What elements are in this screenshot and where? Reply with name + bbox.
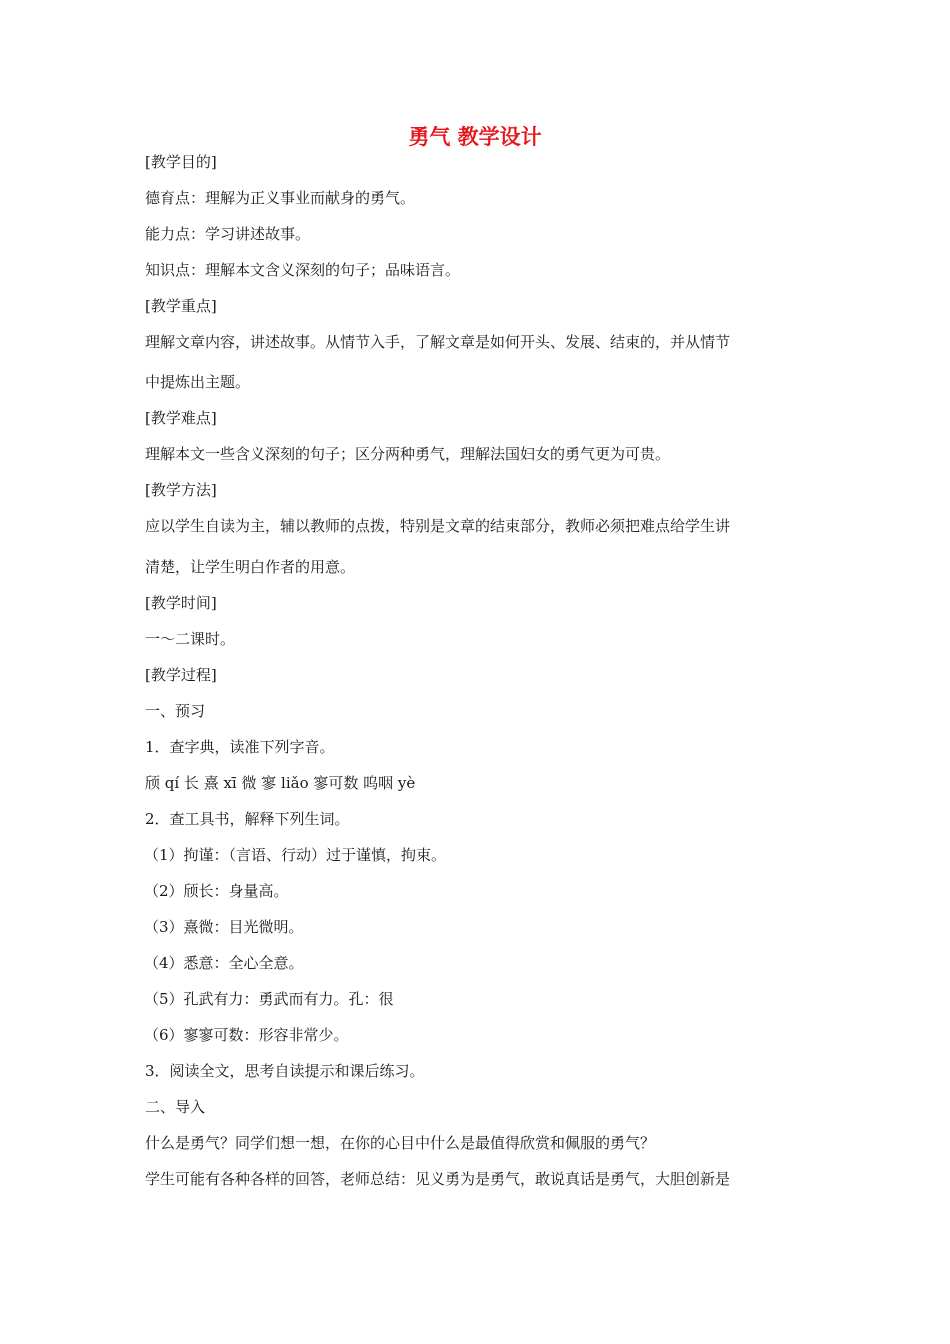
intro-heading: 二、导入 [145,1098,206,1116]
vocab-item: （3）熹微：目光微明。 [144,918,304,936]
vocab-item: （2）颀长：身量高。 [144,882,289,900]
moral-point: 德育点：理解为正义事业而献身的勇气。 [145,189,416,207]
intro-answer: 学生可能有各种各样的回答，老师总结：见义勇为是勇气，敢说真话是勇气，大胆创新是 [145,1170,731,1188]
method-heading: [教学方法] [145,481,217,499]
vocab-item: （6）寥寥可数：形容非常少。 [144,1026,349,1044]
knowledge-point: 知识点：理解本文含义深刻的句子；品味语言。 [145,261,461,279]
key-text-line-2: 中提炼出主题。 [145,373,251,391]
time-heading: [教学时间] [145,594,217,612]
pronunciation-list: 颀 qí 长 熹 xī 微 寥 liǎo 寥可数 呜咽 yè [145,774,416,792]
key-heading: [教学重点] [145,297,217,315]
method-text-line-2: 清楚，让学生明白作者的用意。 [145,558,356,576]
step-2: 2．查工具书，解释下列生词。 [145,810,350,828]
difficulty-text: 理解本文一些含义深刻的句子；区分两种勇气，理解法国妇女的勇气更为可贵。 [145,445,671,463]
page-title: 勇气 教学设计 [408,125,542,149]
vocab-item: （4）悉意：全心全意。 [144,954,304,972]
vocab-item: （5）孔武有力：勇武而有力。孔：很 [144,990,394,1008]
preview-heading: 一、预习 [145,702,206,720]
process-heading: [教学过程] [145,666,217,684]
intro-question: 什么是勇气？同学们想一想，在你的心目中什么是最值得欣赏和佩服的勇气？ [145,1134,656,1152]
ability-point: 能力点：学习讲述故事。 [145,225,311,243]
vocab-item: （1）拘谨：（言语、行动）过于谨慎，拘束。 [144,846,447,864]
time-text: 一～二课时。 [145,630,236,648]
step-1: 1．查字典，读准下列字音。 [145,738,335,756]
purpose-heading: [教学目的] [145,153,217,171]
key-text-line-1: 理解文章内容，讲述故事。从情节入手，了解文章是如何开头、发展、结束的，并从情节 [145,333,731,351]
difficulty-heading: [教学难点] [145,409,217,427]
method-text-line-1: 应以学生自读为主，辅以教师的点拨，特别是文章的结束部分，教师必须把难点给学生讲 [145,517,731,535]
step-3: 3．阅读全文，思考自读提示和课后练习。 [145,1062,425,1080]
